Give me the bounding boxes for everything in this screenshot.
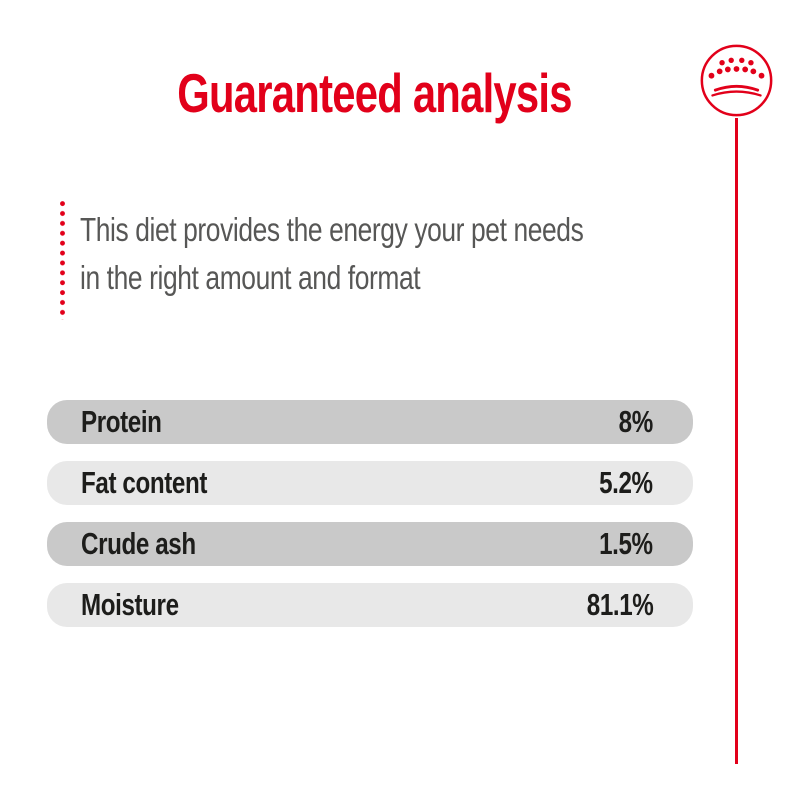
table-row-fat-content bbox=[47, 461, 693, 505]
intro-line-1: This diet provides the energy your pet needs bbox=[80, 211, 584, 248]
table-row-crude-ash bbox=[47, 522, 693, 566]
row-value: 5.2% bbox=[599, 465, 653, 500]
royal-canin-crown-icon bbox=[698, 42, 775, 119]
row-label: Crude ash bbox=[81, 526, 196, 561]
dotted-accent-line bbox=[60, 201, 65, 320]
vertical-accent-line bbox=[735, 118, 738, 764]
row-label: Moisture bbox=[81, 587, 179, 622]
row-label: Fat content bbox=[81, 465, 208, 500]
table-row-protein bbox=[47, 400, 693, 444]
analysis-table bbox=[47, 400, 693, 644]
row-value: 8% bbox=[618, 404, 653, 439]
page-title bbox=[0, 64, 750, 122]
intro-line-2: in the right amount and format bbox=[80, 259, 421, 296]
intro-text bbox=[80, 206, 709, 302]
row-label: Protein bbox=[81, 404, 162, 439]
page-title-text: Guaranteed analysis bbox=[177, 62, 573, 124]
table-row-moisture bbox=[47, 583, 693, 627]
row-value: 1.5% bbox=[599, 526, 653, 561]
row-value: 81.1% bbox=[586, 587, 653, 622]
royal-canin-logo bbox=[698, 42, 775, 119]
